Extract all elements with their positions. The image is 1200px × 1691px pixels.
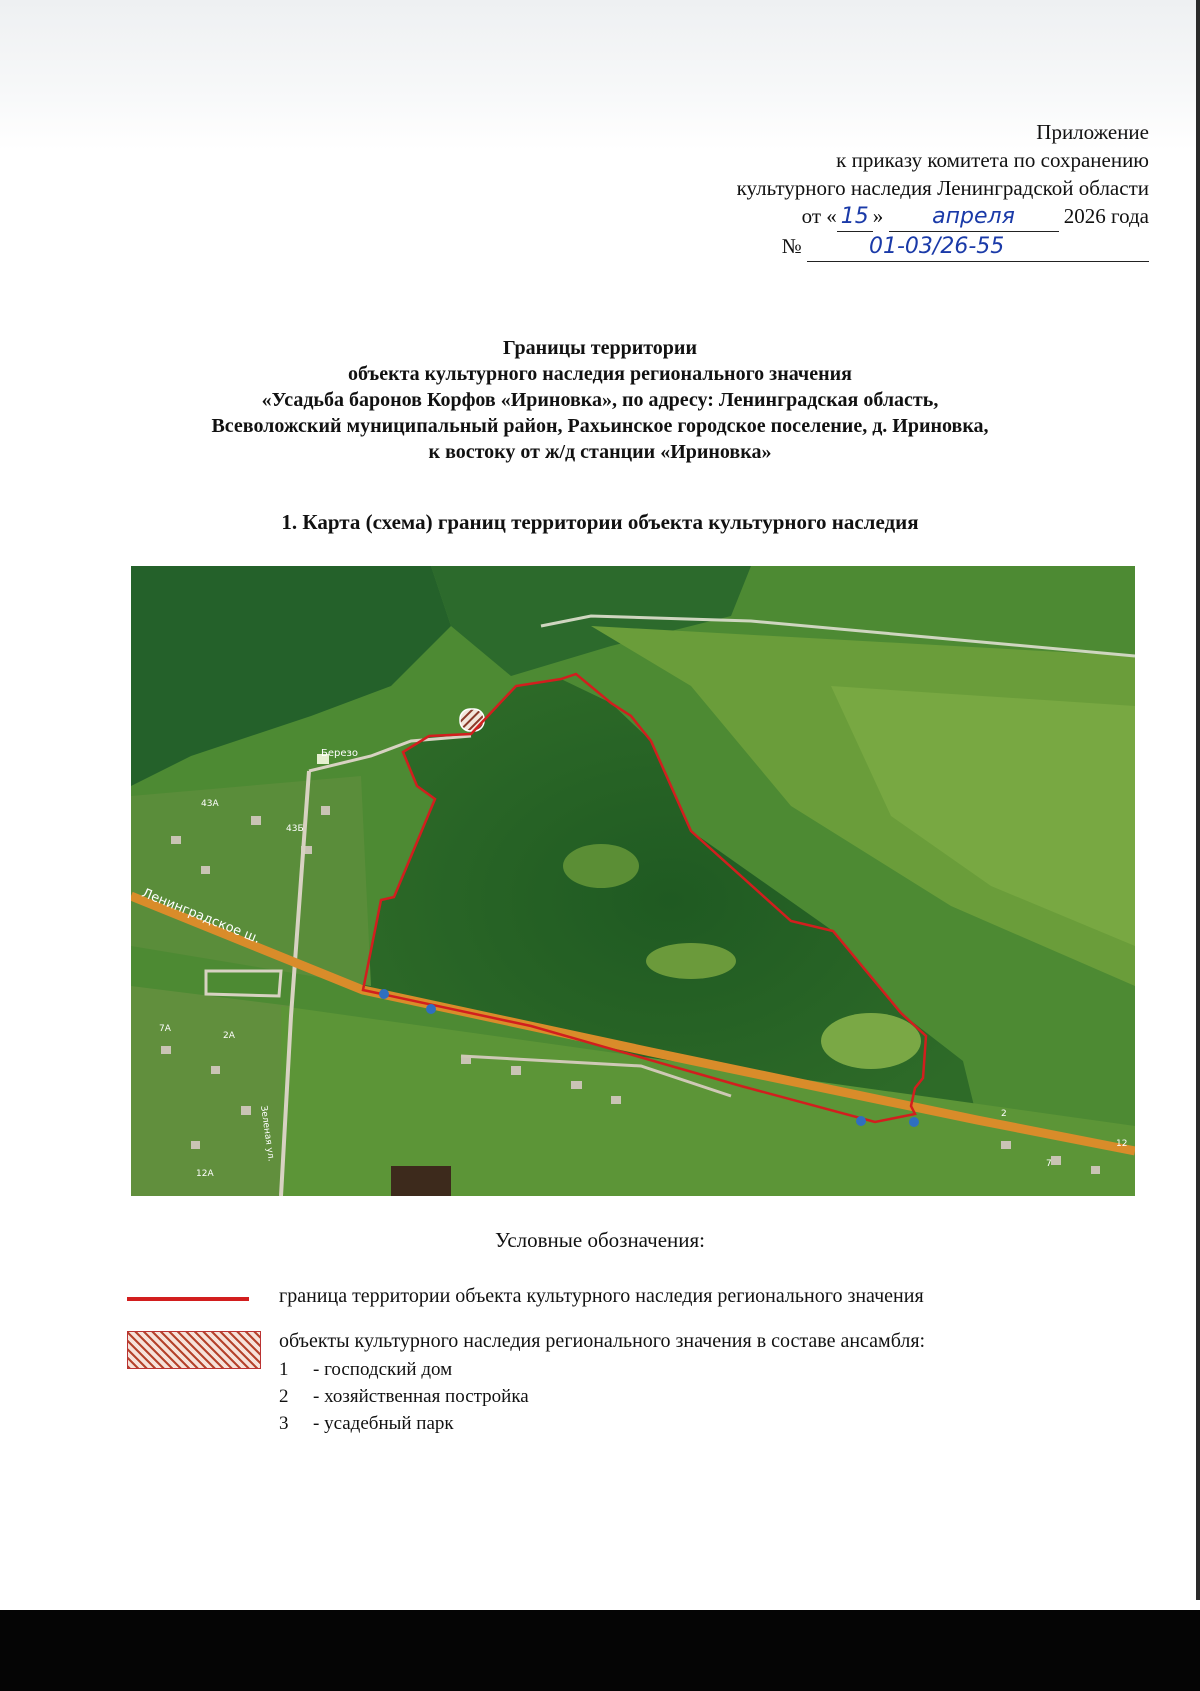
date-day: 15 bbox=[837, 203, 873, 232]
order-date bbox=[589, 202, 1149, 232]
order-number bbox=[589, 232, 1149, 262]
house-label: 43А bbox=[201, 799, 219, 809]
date-prefix: от « bbox=[801, 204, 837, 228]
date-year: 2026 года bbox=[1063, 204, 1149, 228]
road-label: Ленинградское ш. bbox=[139, 885, 263, 948]
clearing-1 bbox=[563, 844, 639, 888]
title-line-1: Границы территории bbox=[503, 337, 697, 359]
legend-item: 1 - господский дом bbox=[279, 1359, 453, 1380]
house-label: 12А bbox=[196, 1169, 214, 1179]
legend-item: 3 - усадебный парк bbox=[279, 1413, 454, 1434]
bus-stop-icon bbox=[856, 1116, 866, 1126]
boundary-legend-text: граница территории объекта культурного наследия регионального значения bbox=[279, 1285, 924, 1307]
legend-title: Условные обозначения: bbox=[494, 1228, 706, 1252]
scan-edge bbox=[1196, 0, 1200, 1600]
map-svg bbox=[131, 566, 1135, 1196]
street-label-2: Зеленая ул. bbox=[258, 1105, 276, 1163]
title-line-3: «Усадьба баронов Корфов «Ириновка», по адресу: Ленинградская область, bbox=[261, 389, 939, 411]
scan-bottom-band bbox=[0, 1610, 1200, 1691]
street-label-1: Березо bbox=[321, 748, 358, 759]
house-label: 7А bbox=[159, 1024, 171, 1034]
document-title bbox=[100, 335, 1100, 465]
village-southwest bbox=[131, 986, 301, 1196]
number-value: 01-03/26-55 bbox=[807, 233, 1149, 262]
bus-stop-icon bbox=[426, 1004, 436, 1014]
boundary-legend-swatch bbox=[127, 1297, 249, 1301]
house-label: 43Б bbox=[286, 824, 304, 834]
number-prefix: № bbox=[781, 234, 802, 258]
house-label: 12 bbox=[1116, 1139, 1128, 1149]
legend-item: 2 - хозяйственная постройка bbox=[279, 1386, 529, 1407]
satellite-map bbox=[131, 566, 1135, 1196]
appendix-header bbox=[589, 118, 1149, 262]
object-legend-swatch bbox=[127, 1331, 261, 1369]
order-reference: к приказу комитета по сохранению bbox=[836, 148, 1149, 172]
barn-roof bbox=[391, 1166, 451, 1196]
appendix-label: Приложение bbox=[1036, 120, 1149, 144]
date-mid: » bbox=[872, 204, 884, 228]
object-legend-text: объекты культурного наследия регионального значения в составе ансамбля: bbox=[279, 1330, 926, 1352]
house-label: 7 bbox=[1046, 1159, 1052, 1169]
bus-stop-icon bbox=[379, 989, 389, 999]
object-legend-list bbox=[279, 1356, 529, 1437]
manor-house-object bbox=[460, 709, 484, 731]
date-month: апреля bbox=[889, 203, 1059, 232]
title-line-4: Всеволожский муниципальный район, Рахьинское городское поселение, д. Ириновка, bbox=[211, 415, 989, 437]
section-title: 1. Карта (схема) границ территории объекта культурного наследия bbox=[281, 510, 919, 534]
title-line-2: объекта культурного наследия регионального значения bbox=[348, 363, 852, 385]
title-line-5: к востоку от ж/д станции «Ириновка» bbox=[428, 441, 772, 463]
house-label: 2 bbox=[1001, 1109, 1007, 1119]
bus-stop-icon bbox=[909, 1117, 919, 1127]
clearing-3 bbox=[821, 1013, 921, 1069]
committee-name: культурного наследия Ленинградской области bbox=[736, 176, 1149, 200]
house-label: 2А bbox=[223, 1031, 235, 1041]
clearing-2 bbox=[646, 943, 736, 979]
